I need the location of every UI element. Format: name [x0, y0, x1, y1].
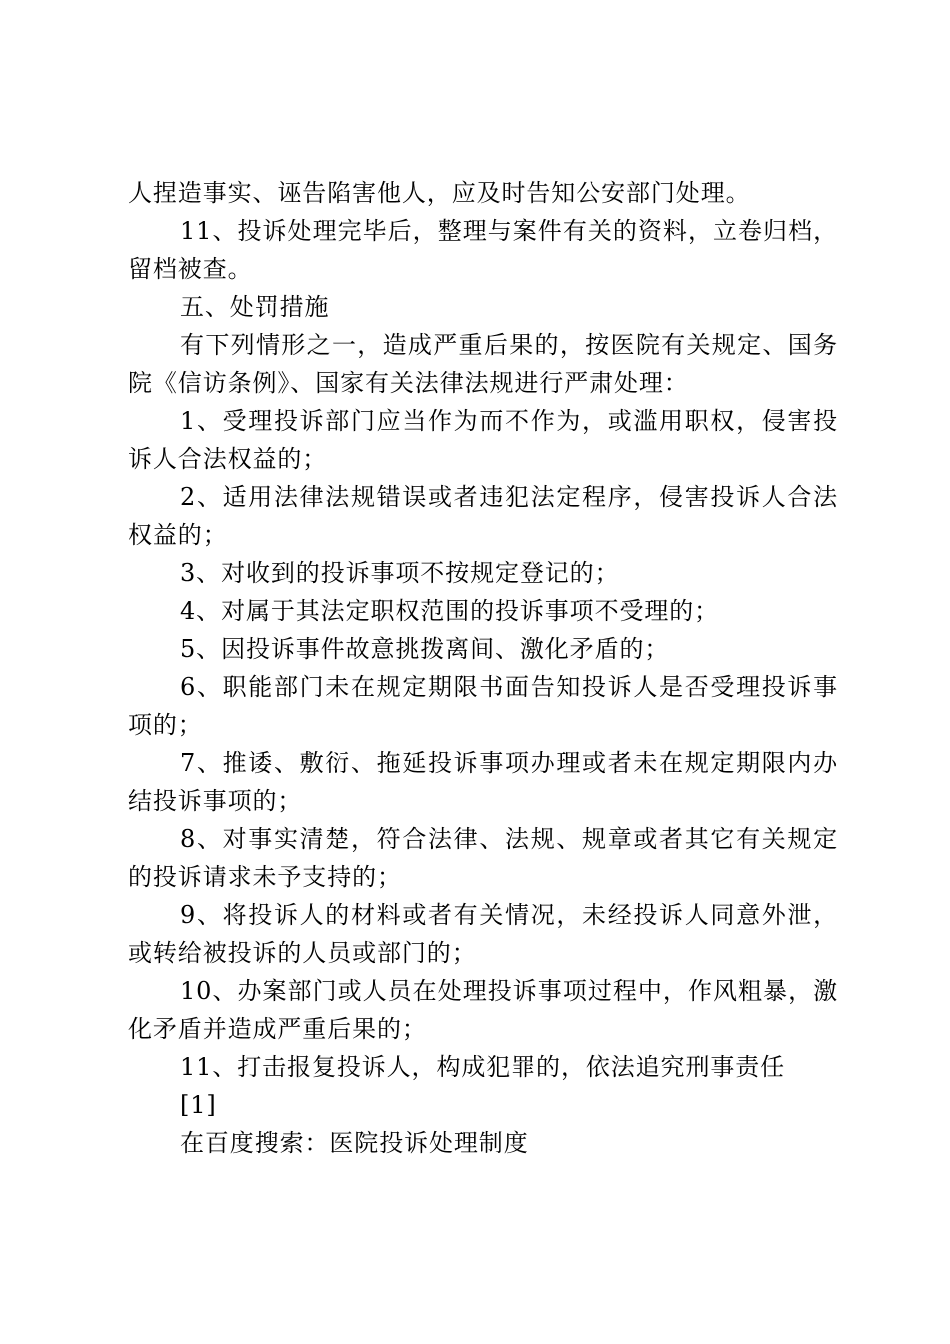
section-heading-penalties: 五、处罚措施	[180, 293, 330, 321]
paragraph-item-11-archive: 11、投诉处理完毕后，整理与案件有关的资料，立卷归档，留档被查。	[128, 217, 838, 283]
list-item-penalty-1: 1、受理投诉部门应当作为而不作为，或滥用职权，侵害投诉人合法权益的；	[128, 407, 838, 473]
list-item-penalty-3: 3、对收到的投诉事项不按规定登记的；	[180, 559, 620, 587]
list-item-penalty-4: 4、对属于其法定职权范围的投诉事项不受理的；	[180, 597, 720, 625]
list-item-penalty-7: 7、推诿、敷衍、拖延投诉事项办理或者未在规定期限内办结投诉事项的；	[128, 749, 838, 815]
list-item-penalty-11: 11、打击报复投诉人，构成犯罪的，依法追究刑事责任	[180, 1053, 786, 1081]
list-item-penalty-10: 10、办案部门或人员在处理投诉事项过程中，作风粗暴，激化矛盾并造成严重后果的；	[128, 977, 838, 1043]
document-body	[128, 174, 838, 1162]
paragraph-penalty-intro: 有下列情形之一，造成严重后果的，按医院有关规定、国务院《信访条例》、国家有关法律法规进行严肃处理：	[128, 331, 838, 397]
list-item-penalty-6: 6、职能部门未在规定期限书面告知投诉人是否受理投诉事项的；	[128, 673, 838, 739]
paragraph-continuation: 人捏造事实、诬告陷害他人，应及时告知公安部门处理。	[128, 179, 751, 207]
list-item-penalty-8: 8、对事实清楚，符合法律、法规、规章或者其它有关规定的投诉请求未予支持的；	[128, 825, 838, 891]
list-item-penalty-9: 9、将投诉人的材料或者有关情况，未经投诉人同意外泄，或转给被投诉的人员或部门的；	[128, 901, 838, 967]
search-hint-text: 在百度搜索：医院投诉处理制度	[180, 1129, 529, 1157]
reference-marker: [1]	[180, 1091, 217, 1119]
list-item-penalty-2: 2、适用法律法规错误或者违犯法定程序，侵害投诉人合法权益的；	[128, 483, 838, 549]
list-item-penalty-5: 5、因投诉事件故意挑拨离间、激化矛盾的；	[180, 635, 670, 663]
